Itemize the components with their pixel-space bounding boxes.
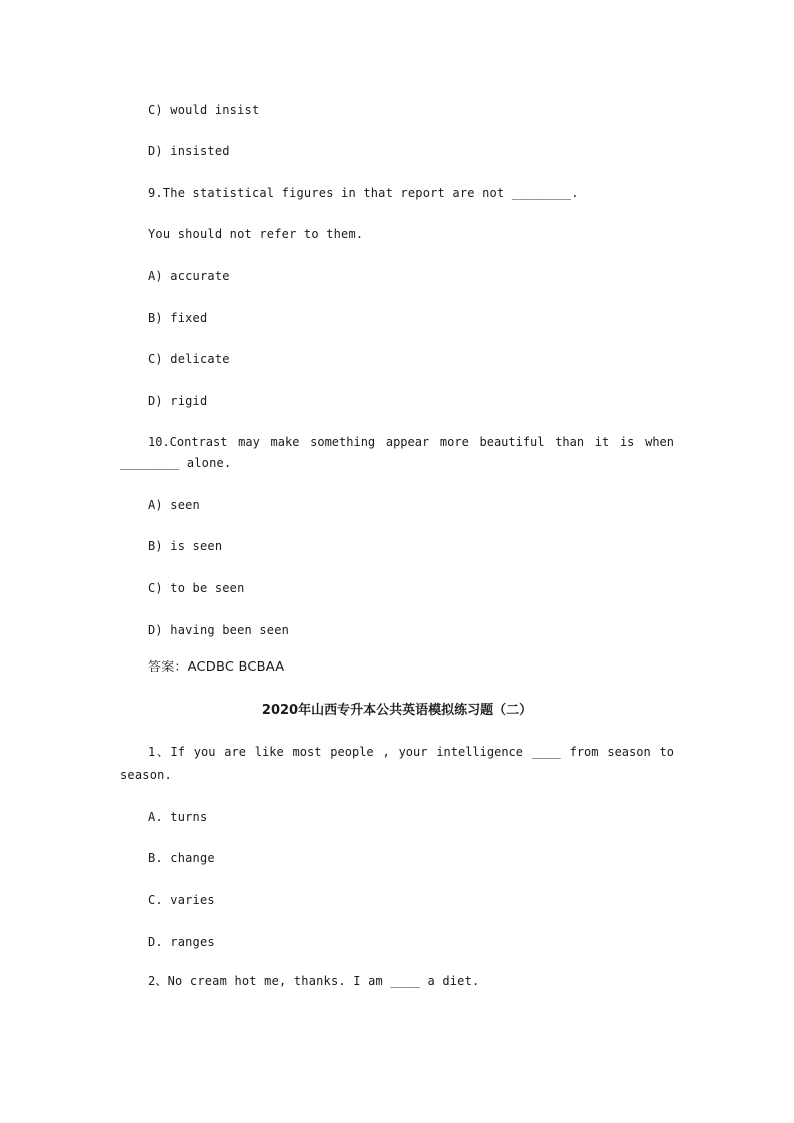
s2-q1-stem: 1、If you are like most people , your intelligence ____ from season to — [148, 745, 674, 759]
q10-option-b: B) is seen — [148, 539, 223, 553]
q9-option-b: B) fixed — [148, 311, 208, 325]
s2-q1-stem-continued: season. — [120, 768, 172, 782]
q9-option-a: A) accurate — [148, 269, 230, 283]
s2-q1-option-b: B. change — [148, 851, 215, 865]
s2-q1-option-c: C. varies — [148, 893, 215, 907]
q9-option-c: C) delicate — [148, 352, 230, 366]
q10-option-d: D) having been seen — [148, 623, 290, 637]
q10-stem-continued: ________ alone. — [120, 456, 232, 470]
q10-option-c: C) to be seen — [148, 581, 245, 595]
s2-q2-stem: 2、No cream hot me, thanks. I am ____ a diet. — [148, 974, 480, 988]
answer-key: 答案：ACDBC BCBAA — [148, 660, 285, 675]
section-title: 2020年山西专升本公共英语模拟练习题（二） — [261, 703, 533, 718]
q9-stem-continued: You should not refer to them. — [148, 227, 364, 241]
q8-option-d: D) insisted — [148, 144, 230, 158]
q9-stem: 9.The statistical figures in that report are not ________. — [148, 186, 579, 200]
q9-option-d: D) rigid — [148, 394, 208, 408]
s2-q1-option-d: D. ranges — [148, 935, 215, 949]
s2-q1-option-a: A. turns — [148, 810, 208, 824]
q10-option-a: A) seen — [148, 498, 200, 512]
q8-option-c: C) would insist — [148, 103, 260, 117]
q10-stem: 10.Contrast may make something appear more beautiful than it is when — [148, 435, 674, 449]
